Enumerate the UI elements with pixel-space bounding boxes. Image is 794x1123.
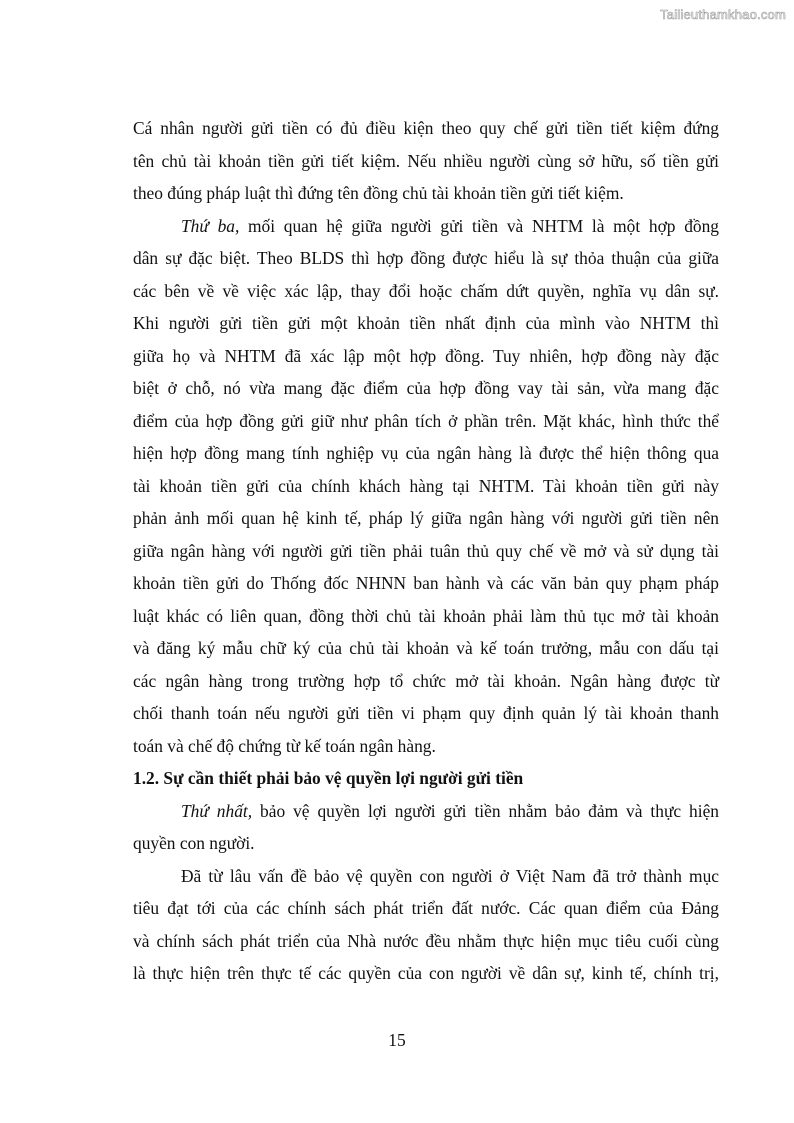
text-line: Khi người gửi tiền gửi một khoản tiền nhất định của mình vào NHTM thì [133, 313, 719, 333]
text-line: giữa ngân hàng với người gửi tiền phải tuân thủ quy chế về mở và sử dụng tài [133, 540, 719, 561]
text-line: các ngân hàng trong trường hợp tổ chức mở tài khoản. Ngân hàng được từ [133, 670, 719, 691]
page-number: 15 [388, 1030, 406, 1050]
text-line: tài khoản tiền gửi của chính khách hàng tại NHTM. Tài khoản tiền gửi này [133, 475, 719, 496]
italic-lead: Thứ ba, [181, 215, 240, 236]
text-line: khoản tiền gửi do Thống đốc NHNN ban hành và các văn bản quy phạm pháp [133, 573, 719, 593]
text-line-rest: mối quan hệ giữa người gửi tiền và NHTM là một hợp đồng [248, 215, 719, 236]
text-line: Đã từ lâu vấn đề bảo vệ quyền con người ở Việt Nam đã trở thành mục [181, 865, 719, 886]
text-line: biệt ở chỗ, nó vừa mang đặc điểm của hợp đồng vay tài sản, vừa mang đặc [133, 378, 719, 398]
text-line: chối thanh toán nếu người gửi tiền vi phạm quy định quản lý tài khoản thanh [133, 703, 719, 723]
text-line: và đăng ký mẫu chữ ký của chủ tài khoản và kế toán trưởng, mẫu con dấu tại [133, 638, 719, 658]
text-line: tiêu đạt tới của các chính sách phát triển đất nước. Các quan điểm của Đảng [133, 898, 719, 918]
text-line: tên chủ tài khoản tiền gửi tiết kiệm. Nếu nhiều người cùng sở hữu, số tiền gửi [133, 150, 719, 171]
text-line: theo đúng pháp luật thì đứng tên đồng chủ tài khoản tiền gửi tiết kiệm. [133, 183, 624, 203]
text-line: là thực hiện trên thực tế các quyền của con người về dân sự, kinh tế, chính trị, [133, 963, 719, 983]
text-line: phản ảnh mối quan hệ kinh tế, pháp lý giữa ngân hàng với người gửi tiền nên [133, 508, 719, 528]
text-line: các bên về về việc xác lập, thay đổi hoặc chấm dứt quyền, nghĩa vụ dân sự. [133, 280, 719, 301]
text-line: giữa họ và NHTM đã xác lập một hợp đồng. Tuy nhiên, hợp đồng này đặc [133, 345, 719, 366]
page-body [133, 112, 719, 990]
text-line: và chính sách phát triển của Nhà nước đều nhằm thực hiện mục tiêu cuối cùng [133, 930, 719, 951]
text-line: điểm của hợp đồng gửi giữ như phân tích ở phần trên. Mặt khác, hình thức thể [133, 410, 719, 431]
text-line: dân sự đặc biệt. Theo BLDS thì hợp đồng được hiểu là sự thỏa thuận của giữa [133, 248, 719, 268]
section-heading: 1.2. Sự cần thiết phải bảo vệ quyền lợi người gửi tiền [133, 768, 524, 788]
text-line [133, 795, 719, 828]
text-line: Cá nhân người gửi tiền có đủ điều kiện theo quy chế gửi tiền tiết kiệm đứng [133, 118, 719, 138]
text-line-rest: bảo vệ quyền lợi người gửi tiền nhằm bảo đảm và thực hiện [260, 800, 719, 821]
text-line [133, 210, 719, 243]
text-line: luật khác có liên quan, đồng thời chủ tài khoản phải làm thủ tục mở tài khoản [133, 605, 719, 626]
text-line: hiện hợp đồng mang tính nghiệp vụ của ngân hàng là được thể hiện thông qua [133, 443, 719, 463]
italic-lead: Thứ nhất, [181, 800, 253, 821]
text-line: quyền con người. [133, 833, 255, 853]
text-line: toán và chế độ chứng từ kế toán ngân hàng. [133, 735, 436, 756]
watermark: Tailieuthamkhao.com [660, 7, 786, 22]
